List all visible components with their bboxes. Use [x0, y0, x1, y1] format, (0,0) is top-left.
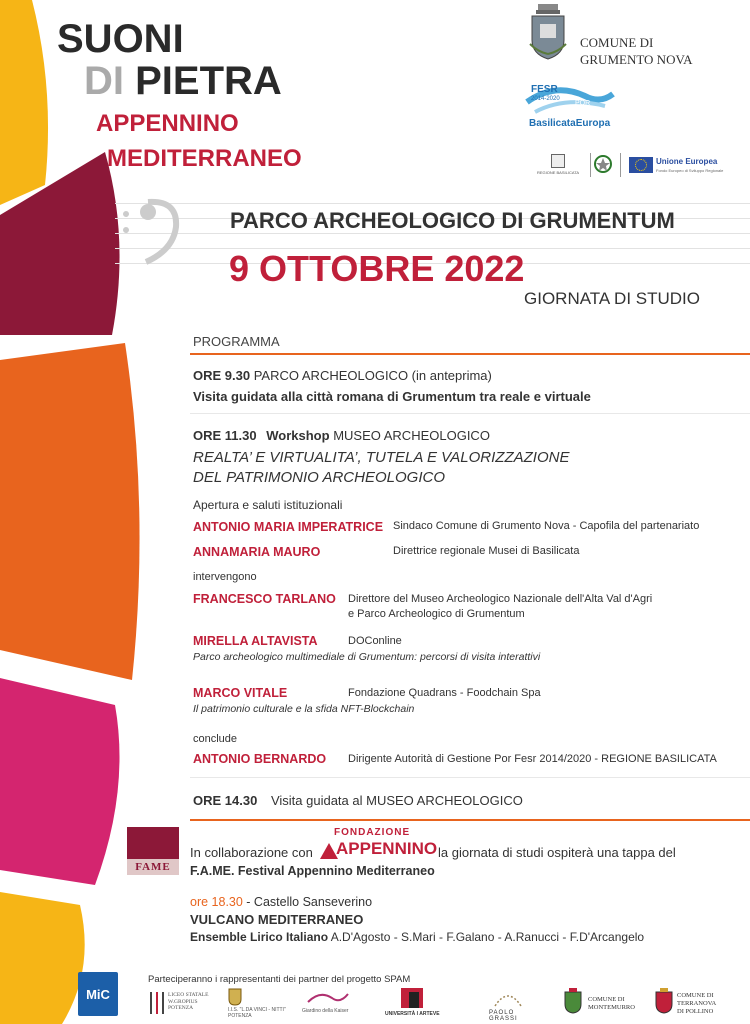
comune-terranova-logo: COMUNE DI TERRANOVA DI POLLINO — [655, 986, 747, 1020]
speaker-name: FRANCESCO TARLANO — [193, 592, 336, 606]
universita-logo: UNIVERSITÀ I ARTEVE — [385, 988, 445, 1020]
yellow-wave — [0, 0, 48, 205]
liceo-gropius-logo: LICEO STATALE W.GROPIUS POTENZA — [168, 992, 209, 1011]
session1-desc: Visita guidata alla città romana di Grumentum tra reale e virtuale — [193, 389, 591, 404]
speaker-talk: Il patrimonio culturale e la sfida NFT-Blockchain — [193, 703, 415, 715]
session2-type: Workshop — [266, 428, 330, 443]
intervengono-label: intervengono — [193, 571, 257, 583]
partners-text: Parteciperanno i rappresentanti dei partner del progetto SPAM — [148, 974, 411, 985]
speaker-name: ANTONIO BERNARDO — [193, 752, 327, 766]
evening-time: ore 18.30 — [190, 895, 243, 909]
fesr-logo: FESR 2014-2020 POR BasilicataEuropa — [525, 82, 615, 132]
magenta-wave — [0, 678, 120, 885]
orange-wave — [0, 343, 140, 680]
comune-montemurro-logo: COMUNE DI MONTEMURRO — [564, 986, 644, 1018]
eu-flag-icon — [629, 157, 653, 173]
speaker-name: MARCO VITALE — [193, 686, 288, 700]
performers: A.D'Agosto - S.Mari - F.Galano - A.Ranucci - F.D'Arcangelo — [328, 930, 645, 944]
mic-logo: MiC — [78, 972, 118, 1016]
repubblica-italiana-emblem-icon — [594, 155, 612, 175]
session2-time: ORE 11.30 — [193, 428, 257, 443]
speaker-name: ANTONIO MARIA IMPERATRICE — [193, 520, 384, 534]
session3-time: ORE 14.30 — [193, 793, 258, 808]
comune-line1: COMUNE DI — [580, 35, 654, 50]
subtitle-line2: MEDITERRANEO — [107, 145, 302, 172]
fame-logo: FAME — [127, 827, 179, 875]
giardino-kaiser-logo: Giardino della Kaiser — [300, 990, 360, 1020]
speaker-role: Sindaco Comune di Grumento Nova - Capofila del partenariato — [393, 520, 700, 532]
session1-time: ORE 9.30 — [193, 368, 251, 383]
subtitle-line1: APPENNINO — [96, 110, 239, 137]
festival-name: F.A.ME. Festival Appennino Mediterraneo — [190, 864, 435, 878]
event-date: 9 OTTOBRE 2022 — [229, 248, 525, 289]
speaker-role: DOConline — [348, 635, 402, 647]
session3-desc: Visita guidata al MUSEO ARCHEOLOGICO — [270, 793, 523, 808]
speaker-role: Direttrice regionale Musei di Basilicata — [393, 545, 580, 557]
paolo-grassi-logo: PAOLO GRASSI — [483, 990, 533, 1020]
event-kind: GIORNATA DI STUDIO — [524, 289, 700, 308]
session2-title1: REALTA’ E VIRTUALITA’, TUTELA E VALORIZZAZIONE — [193, 449, 570, 466]
title-line1: SUONI — [57, 17, 184, 61]
iis-da-vinci-nitti-logo: I.I.S. "L.DA VINCI - NITTI" POTENZA — [228, 988, 292, 1020]
yellow-bottom-wave — [0, 892, 85, 1024]
comune-line2: GRUMENTO NOVA — [580, 52, 693, 67]
speaker-role: Dirigente Autorità di Gestione Por Fesr 2014/2020 - REGIONE BASILICATA — [348, 753, 717, 765]
opening-label: Apertura e saluti istituzionali — [193, 498, 343, 512]
unione-europea: Unione Europea — [656, 157, 718, 166]
title-pietra: PIETRA — [135, 59, 282, 103]
session2-title2: DEL PATRIMONIO ARCHEOLOGICO — [193, 469, 445, 486]
session2-place: MUSEO ARCHEOLOGICO — [333, 428, 490, 443]
show-title: VULCANO MEDITERRANEO — [190, 912, 364, 927]
program-heading: PROGRAMMA — [193, 334, 280, 349]
grumento-crest-icon — [528, 4, 568, 60]
speaker-talk: Parco archeologico multimediale di Grumentum: percorsi di visita interattivi — [193, 651, 541, 663]
bass-clef-icon — [118, 192, 188, 267]
speaker-name: ANNAMARIA MAURO — [193, 545, 321, 559]
session1-place: PARCO ARCHEOLOGICO (in anteprima) — [253, 368, 492, 383]
ensemble-name: Ensemble Lirico Italiano — [190, 930, 329, 944]
collab-post: la giornata di studi ospiterà una tappa del — [438, 845, 676, 860]
speaker-name: MIRELLA ALTAVISTA — [193, 634, 318, 648]
speaker-role: Direttore del Museo Archeologico Nazionale dell'Alta Val d'Agri — [348, 593, 653, 605]
title-di: DI — [84, 59, 124, 103]
title-line2 — [84, 60, 282, 102]
regione-basilicata-logo: REGIONE BASILICATA — [528, 154, 588, 178]
event-venue: PARCO ARCHEOLOGICO DI GRUMENTUM — [230, 208, 675, 233]
speaker-role: Fondazione Quadrans - Foodchain Spa — [348, 687, 541, 699]
collab-rule — [190, 819, 750, 821]
speaker-role-line2: e Parco Archeologico di Grumentum — [348, 608, 525, 620]
collab-pre: In collaborazione con — [190, 845, 313, 860]
program-rule — [190, 353, 750, 355]
evening-place: - Castello Sanseverino — [242, 895, 373, 909]
fondazione-appennino-logo: FONDAZIONE APPENNINO — [320, 827, 430, 863]
unione-europea-sub: Fondo Europeo di Sviluppo Regionale — [656, 168, 724, 173]
conclude-label: conclude — [193, 733, 238, 745]
